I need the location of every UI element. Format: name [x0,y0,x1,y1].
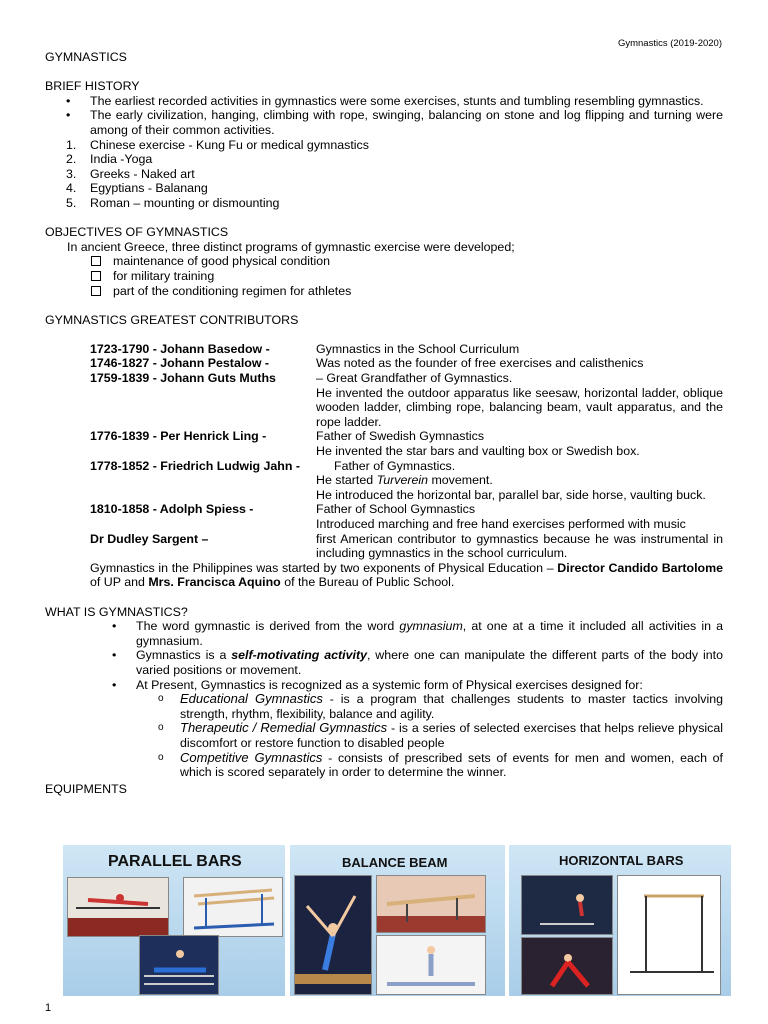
contributor-name: Dr Dudley Sargent – [90,531,209,546]
history-bullets [45,94,723,138]
contributor-name: 1759-1839 - Johann Guts Muths [90,371,276,386]
list-item: o Therapeutic / Remedial Gymnastics - is a series of selected exercises that helps relieve physical discomfort or restore function to disabled people [180,721,723,750]
document-body [45,50,723,796]
balance-beam-panel [290,845,505,996]
list-item: • The word gymnastic is derived from the word gymnasium, at one at a time it included all activities in a gymnasium. [136,619,723,648]
list-item [66,166,723,182]
horizontal-bars-panel [509,845,731,996]
contributor-detail: He introduced the horizontal bar, parallel bar, side horse, vaulting buck. [316,487,706,502]
contributor-desc: first American contributor to gymnastics because he was instrumental in including gymnastics in the school curriculum. [316,531,723,561]
list-item: for military training [113,269,723,284]
gymnast-photo [376,935,486,995]
contributor-name: 1723-1790 - Johann Basedow - [90,341,270,356]
list-item [66,195,723,211]
gymnast-photo [67,877,169,937]
contributor-name: 1778-1852 - Friedrich Ludwig Jahn - [90,458,301,473]
objectives-list [45,254,723,298]
list-item: • The early civilization, hanging, climbing with rope, swinging, balancing on stone and log flipping and turning were among of their common activities. [90,108,723,137]
equipments-heading: EQUIPMENTS [45,781,127,796]
horizontal-bar-apparatus-photo [617,875,721,995]
list-number: 2. [66,152,77,167]
what-heading: WHAT IS GYMNASTICS? [45,604,188,619]
contributor-row [90,532,723,561]
contributor-row [90,356,723,371]
contributor-detail: Introduced marching and free hand exercises performed with music [316,517,686,531]
what-bullets [45,619,723,692]
list-item [66,137,723,153]
parallel-bars-photo [183,877,283,937]
list-item: o Competitive Gymnastics - consists of prescribed sets of events for men and women, each of which is scored separately in order to determine the winner. [180,751,723,780]
contributor-detail: He started Turverein movement. [316,473,493,488]
contributor-detail: He invented the outdoor apparatus like seesaw, horizontal ladder, oblique wooden ladder, climbing rope, balancing beam, vault apparatus, and the rope ladder. [316,385,723,429]
list-text: India -Yoga [90,152,153,167]
contributor-row [90,342,723,357]
list-number: 5. [66,195,77,210]
list-text: Greeks - Naked art [90,166,195,181]
list-number: 4. [66,181,77,196]
contributor-row [90,429,723,444]
list-item [66,181,723,196]
list-text: Egyptians - Balanang [90,181,208,196]
contributor-desc: Was noted as the founder of free exercises and calisthenics [316,356,644,371]
gymnastics-types [45,692,723,780]
document-title: GYMNASTICS [45,50,127,64]
list-number: 1. [66,137,77,152]
history-numbered-list [45,138,723,211]
contributor-desc: Father of Swedish Gymnastics [316,429,485,444]
list-text: Chinese exercise - Kung Fu or medical gymnastics [90,137,369,152]
gymnast-photo [294,875,372,995]
panel-title: HORIZONTAL BARS [559,853,684,868]
contributor-name: 1810-1858 - Adolph Spiess - [90,502,254,517]
contributor-detail: He invented the star bars and vaulting box or Swedish box. [316,444,640,459]
list-item: part of the conditioning regimen for athletes [113,284,723,299]
contributor-name: 1776-1839 - Per Henrick Ling - [90,429,267,444]
running-header: Gymnastics (2019-2020) [617,38,722,49]
list-item: o Educational Gymnastics - is a program that challenges students to master tactics involving strength, rhythm, flexibility, balance and agility. [180,692,723,721]
parallel-bars-panel [63,845,285,996]
philippines-paragraph: Gymnastics in the Philippines was started by two exponents of Physical Education – Director Candido Bartolome of UP and Mrs. Francisca Aquino of the Bureau of Public School. [90,560,724,590]
gymnast-photo [139,935,219,995]
list-item: • At Present, Gymnastics is recognized as a systemic form of Physical exercises designed for: [136,678,723,693]
balance-beam-photo [376,875,486,933]
objectives-intro: In ancient Greece, three distinct programs of gymnastic exercise were developed; [67,239,515,254]
contributors-list [45,342,723,590]
contributor-row [90,371,723,386]
history-heading: BRIEF HISTORY [45,79,140,94]
list-number: 3. [66,166,77,181]
contributors-heading: GYMNASTICS GREATEST CONTRIBUTORS [45,312,299,327]
contributor-row [90,502,723,517]
contributor-row [90,459,723,474]
gymnast-photo [521,937,613,995]
panel-title: BALANCE BEAM [342,855,448,870]
list-text: Roman – mounting or dismounting [90,195,280,210]
contributor-name: 1746-1827 - Johann Pestalow - [90,356,270,371]
contributor-desc: – Great Grandfather of Gymnastics. [316,371,513,386]
list-item: • Gymnastics is a self-motivating activity, where one can manipulate the different parts of the body into varied positions or movement. [136,648,723,677]
objectives-heading: OBJECTIVES OF GYMNASTICS [45,225,229,240]
contributor-desc: Father of Gymnastics. [334,458,456,473]
list-item: • The earliest recorded activities in gymnastics were some exercises, stunts and tumbling resembling gymnastics. [90,94,723,109]
list-item: maintenance of good physical condition [113,254,723,269]
panel-title: PARALLEL BARS [108,853,242,870]
page-number: 1 [45,1002,52,1014]
contributor-desc: Father of School Gymnastics [316,502,476,517]
contributor-desc: Gymnastics in the School Curriculum [316,341,520,356]
list-item [66,152,723,167]
horizontal-bar-photo [521,875,613,935]
